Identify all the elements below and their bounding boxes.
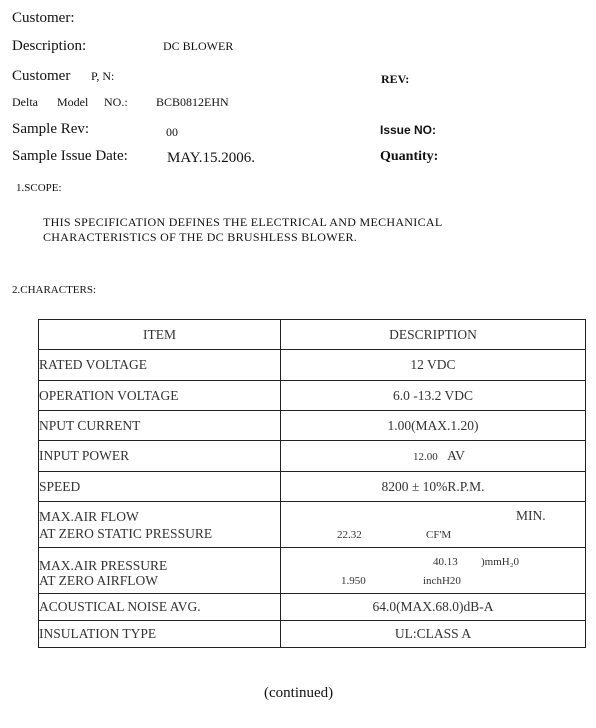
- input-current-item: NPUT CURRENT: [39, 411, 281, 441]
- operation-voltage-desc: 6.0 -13.2 VDC: [281, 381, 586, 411]
- input-power-value: 12.00: [413, 451, 438, 463]
- air-pressure-value-1: 40.13: [433, 556, 458, 568]
- speed-desc: 8200 ± 10%R.P.M.: [281, 472, 586, 502]
- air-pressure-item-line-2: AT ZERO AIRFLOW: [39, 572, 159, 588]
- table-row: [39, 381, 586, 411]
- col-item-header: ITEM: [39, 320, 281, 350]
- noise-desc: 64.0(MAX.68.0)dB-A: [281, 594, 586, 621]
- model-value: BCB0812EHN: [156, 95, 229, 109]
- delta-label: Delta: [12, 95, 38, 109]
- insulation-desc: UL:CLASS A: [281, 621, 586, 648]
- input-power-item: INPUT POWER: [39, 441, 281, 472]
- model-label: Model: [57, 95, 89, 109]
- issue-no-label: Issue NO:: [380, 123, 437, 137]
- air-flow-value: 22.32: [337, 529, 362, 541]
- air-flow-desc: [281, 502, 586, 548]
- noise-item: ACOUSTICAL NOISE AVG.: [39, 594, 281, 621]
- table-row: [39, 350, 586, 381]
- air-pressure-value-2: 1.950: [341, 575, 366, 587]
- description-value: DC BLOWER: [163, 39, 234, 53]
- rated-voltage-desc: 12 VDC: [281, 350, 586, 381]
- air-flow-item: [39, 502, 281, 548]
- air-flow-item-line-1: MAX.AIR FLOW: [39, 508, 139, 524]
- air-flow-item-line-2: AT ZERO STATIC PRESSURE: [39, 525, 213, 541]
- input-power-unit: AV: [447, 448, 465, 463]
- table-row: [39, 502, 586, 548]
- rated-voltage-item: RATED VOLTAGE: [39, 350, 281, 381]
- air-pressure-item: [39, 548, 281, 594]
- air-flow-min: MIN.: [516, 508, 546, 523]
- scope-line-1: THIS SPECIFICATION DEFINES THE ELECTRICAL AND MECHANICAL: [43, 215, 443, 229]
- table-row: [39, 621, 586, 648]
- description-label: Description:: [12, 38, 87, 54]
- air-pressure-desc: [281, 548, 586, 594]
- continued-note: (continued): [264, 685, 334, 701]
- table-row: [39, 441, 586, 472]
- sample-rev-value: 00: [166, 125, 178, 139]
- quantity-label: Quantity:: [380, 149, 439, 164]
- customer-pn-label: Customer: [12, 68, 71, 84]
- table-header-row: [39, 320, 586, 350]
- characters-heading: 2.CHARACTERS:: [12, 284, 97, 296]
- model-no-label: NO.:: [104, 95, 128, 109]
- customer-pn-suffix: P, N:: [91, 69, 115, 83]
- air-pressure-item-line-1: MAX.AIR PRESSURE: [39, 557, 168, 573]
- input-current-desc: 1.00(MAX.1.20): [281, 411, 586, 441]
- characters-table: [38, 319, 586, 648]
- table-row: [39, 472, 586, 502]
- scope-line-2: CHARACTERISTICS OF THE DC BRUSHLESS BLOWER.: [43, 230, 358, 244]
- air-pressure-unit-2: inchH20: [423, 575, 461, 587]
- sample-rev-label: Sample Rev:: [12, 121, 90, 137]
- table-row: [39, 594, 586, 621]
- input-power-desc: [281, 441, 586, 472]
- air-flow-unit: CF'M: [426, 529, 452, 541]
- speed-item: SPEED: [39, 472, 281, 502]
- table-row: [39, 548, 586, 594]
- air-pressure-unit-1: )mmH₂0: [481, 556, 520, 568]
- col-description-header: DESCRIPTION: [281, 320, 586, 350]
- rev-label: REV:: [381, 72, 410, 86]
- table-row: [39, 411, 586, 441]
- sample-date-label: Sample Issue Date:: [12, 148, 128, 164]
- sample-date-value: MAY.15.2006.: [167, 150, 255, 166]
- operation-voltage-item: OPERATION VOLTAGE: [39, 381, 281, 411]
- insulation-item: INSULATION TYPE: [39, 621, 281, 648]
- customer-label: Customer:: [12, 10, 75, 26]
- scope-heading: 1.SCOPE:: [16, 182, 62, 194]
